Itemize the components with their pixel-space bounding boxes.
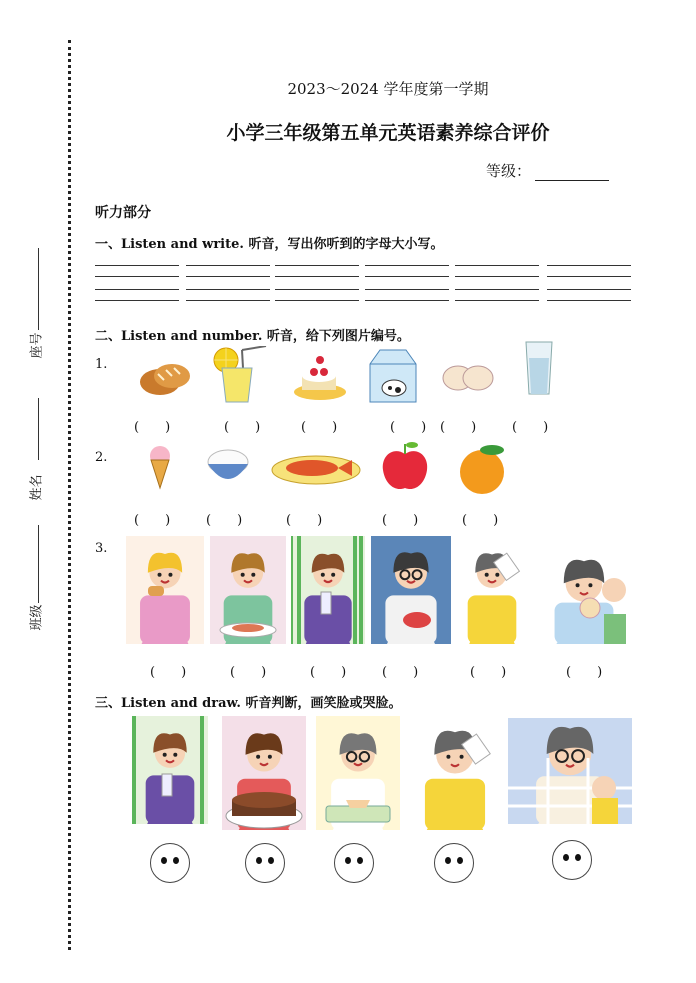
face-eye: [563, 854, 569, 861]
q1-cn: 听音，写出你听到的字母大小写。: [248, 237, 444, 252]
answer-paren[interactable]: ( ): [440, 420, 477, 435]
girl-with-cake: [222, 716, 306, 834]
writing-line[interactable]: [275, 289, 359, 290]
answer-paren[interactable]: ( ): [286, 513, 323, 528]
term-line: 2023～2024 学年度第一学期: [287, 80, 489, 98]
q3-prefix: 三、Listen and draw.: [95, 696, 241, 711]
answer-paren[interactable]: ( ): [230, 665, 267, 680]
kids-sharing-cake: [538, 552, 630, 648]
orange-icon: [454, 442, 510, 496]
q2-cn: 听音，给下列图片编号。: [266, 329, 410, 344]
boy-drinking-milk: [291, 536, 365, 648]
answer-paren[interactable]: ( ): [224, 420, 261, 435]
fish-icon: [270, 450, 362, 486]
face-eye: [357, 857, 363, 864]
writing-line[interactable]: [186, 289, 270, 290]
answer-paren[interactable]: ( ): [462, 513, 499, 528]
writing-line[interactable]: [275, 300, 359, 301]
q2-prefix: 二、Listen and number.: [95, 329, 263, 344]
writing-line[interactable]: [186, 300, 270, 301]
writing-line[interactable]: [455, 289, 539, 290]
bread-icon: [136, 352, 194, 400]
boy-eating-rice: [371, 536, 451, 648]
q2-instruction: [95, 325, 410, 344]
writing-line[interactable]: [365, 300, 449, 301]
answer-paren[interactable]: ( ): [390, 420, 427, 435]
answer-paren[interactable]: ( ): [470, 665, 507, 680]
kids-with-drink: [508, 718, 632, 828]
apple-icon: [380, 440, 430, 494]
writing-line[interactable]: [95, 300, 179, 301]
answer-paren[interactable]: ( ): [206, 513, 243, 528]
writing-line[interactable]: [95, 276, 179, 277]
girl-eating-meal: [210, 536, 286, 648]
face-eye: [256, 857, 262, 864]
writing-line[interactable]: [365, 276, 449, 277]
writing-line[interactable]: [455, 276, 539, 277]
boy-drinking: [408, 716, 502, 834]
water-icon: [522, 340, 556, 396]
answer-face[interactable]: [245, 843, 285, 883]
face-eye: [161, 857, 167, 864]
row-2-number: 2.: [95, 450, 108, 465]
face-eye: [345, 857, 351, 864]
face-eye: [575, 854, 581, 861]
face-eye: [445, 857, 451, 864]
q3-cn: 听音判断，画笑脸或哭脸。: [245, 696, 402, 711]
writing-line[interactable]: [365, 289, 449, 290]
answer-paren[interactable]: ( ): [512, 420, 549, 435]
writing-line[interactable]: [275, 276, 359, 277]
grade-blank[interactable]: [535, 166, 609, 181]
writing-line[interactable]: [455, 265, 539, 266]
row-3-number: 3.: [95, 541, 108, 556]
boy-drinking-juice: [454, 536, 530, 648]
answer-paren[interactable]: ( ): [150, 665, 187, 680]
seat-label: 座号: [29, 332, 45, 359]
writing-line[interactable]: [547, 265, 631, 266]
q1-instruction: [95, 233, 443, 252]
q1-prefix: 一、Listen and write.: [95, 237, 244, 252]
answer-paren[interactable]: ( ): [301, 420, 338, 435]
writing-line[interactable]: [186, 265, 270, 266]
grade-label: 等级：: [486, 162, 532, 180]
class-label: 班级: [29, 604, 45, 631]
answer-paren[interactable]: ( ): [310, 665, 347, 680]
writing-line[interactable]: [186, 276, 270, 277]
q3-instruction: [95, 692, 401, 711]
answer-paren[interactable]: ( ): [382, 665, 419, 680]
writing-line[interactable]: [455, 300, 539, 301]
eggs-icon: [440, 356, 496, 396]
face-eye: [457, 857, 463, 864]
boy-drinking-milk: [132, 716, 208, 828]
answer-paren[interactable]: ( ): [566, 665, 603, 680]
juice-icon: [210, 346, 268, 406]
milk-icon: [364, 346, 422, 406]
section-listening: 听力部分: [95, 205, 151, 221]
row-1-number: 1.: [95, 357, 108, 372]
name-label: 姓名: [29, 474, 45, 501]
answer-face[interactable]: [552, 840, 592, 880]
face-eye: [268, 857, 274, 864]
cake-icon: [292, 352, 348, 402]
binding-dotted-line: [68, 40, 71, 950]
answer-paren[interactable]: ( ): [134, 513, 171, 528]
girl-eating-bread: [126, 536, 204, 648]
writing-line[interactable]: [547, 289, 631, 290]
writing-line[interactable]: [95, 265, 179, 266]
writing-line[interactable]: [95, 289, 179, 290]
rice-icon: [204, 444, 252, 492]
writing-line[interactable]: [547, 300, 631, 301]
answer-paren[interactable]: ( ): [134, 420, 171, 435]
grade-field[interactable]: [486, 160, 609, 181]
boy-with-cake-tray: [316, 716, 400, 834]
ice-cream-icon: [146, 444, 174, 490]
writing-line[interactable]: [275, 265, 359, 266]
answer-paren[interactable]: ( ): [382, 513, 419, 528]
name-line[interactable]: [38, 398, 39, 460]
writing-line[interactable]: [547, 276, 631, 277]
seat-line[interactable]: [38, 248, 39, 330]
answer-face[interactable]: [150, 843, 190, 883]
writing-line[interactable]: [365, 265, 449, 266]
class-line[interactable]: [38, 525, 39, 603]
face-eye: [173, 857, 179, 864]
answer-face[interactable]: [334, 843, 374, 883]
page-title: 小学三年级第五单元英语素养综合评价: [226, 122, 550, 144]
answer-face[interactable]: [434, 843, 474, 883]
